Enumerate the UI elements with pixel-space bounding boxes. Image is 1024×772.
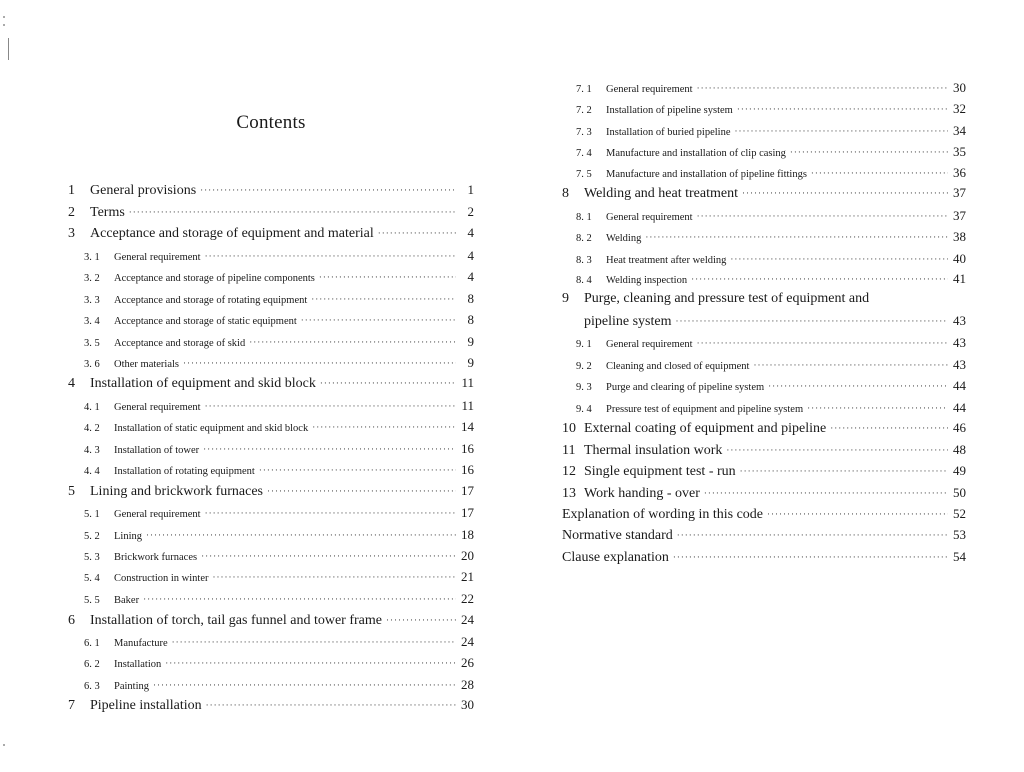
toc-entry-label: Thermal insulation work (584, 443, 723, 458)
toc-entry-page-number: 40 (953, 251, 966, 266)
toc-entry-label: Painting (114, 681, 150, 692)
dot-leader (146, 531, 456, 540)
toc-entry-page-number: 1 (467, 182, 474, 197)
toc-entry-label: pipeline system (584, 314, 672, 329)
dot-leader (183, 359, 456, 368)
dot-leader (742, 189, 948, 198)
dot-leader (676, 317, 949, 326)
toc-entry-label: Installation of rotating equipment (114, 466, 255, 477)
toc-entry-number: 8. 2 (576, 233, 592, 244)
dot-leader (697, 339, 948, 348)
toc-section-entry (562, 443, 966, 458)
toc-entry-page-number: 37 (953, 185, 966, 200)
dot-leader (201, 552, 456, 561)
toc-subsection-entry (84, 356, 474, 371)
toc-entry-number: 6 (68, 613, 75, 628)
toc-entry-label: General requirement (606, 212, 693, 223)
toc-subsection-entry (84, 292, 474, 307)
toc-entry-label: Acceptance and storage of pipeline components (114, 273, 315, 284)
dot-leader (206, 701, 456, 710)
toc-entry-number: 4. 1 (84, 402, 100, 413)
toc-subsection-entry (84, 399, 474, 414)
toc-entry-page-number: 4 (467, 269, 474, 284)
dot-leader (807, 404, 948, 413)
toc-entry-number: 13 (562, 486, 576, 501)
toc-entry-label: Pressure test of equipment and pipeline system (606, 404, 804, 415)
toc-subsection-entry (576, 209, 966, 224)
toc-subsection-entry (576, 145, 966, 160)
dot-leader (203, 445, 456, 454)
toc-section-entry (562, 528, 966, 543)
toc-subsection-entry (84, 678, 474, 693)
toc-entry-number: 5. 5 (84, 595, 100, 606)
dot-leader (129, 208, 456, 217)
toc-entry-label: Installation of equipment and skid block (90, 376, 316, 391)
toc-entry-label: Installation of buried pipeline (606, 127, 731, 138)
toc-entry-label: General requirement (606, 84, 693, 95)
toc-entry-page-number: 14 (461, 419, 474, 434)
toc-entry-label: Installation of torch, tail gas funnel and tower frame (90, 613, 382, 628)
dot-leader (143, 595, 456, 604)
toc-subsection-entry (576, 102, 966, 117)
toc-entry-page-number: 48 (953, 442, 966, 457)
toc-entry-label: Pipeline installation (90, 698, 202, 713)
toc-section-entry (562, 464, 966, 479)
toc-entry-page-number: 44 (953, 400, 966, 415)
toc-entry-label: General requirement (606, 339, 693, 350)
toc-entry-number: 9. 4 (576, 404, 592, 415)
toc-entry-page-number: 4 (467, 225, 474, 240)
toc-subsection-entry (84, 528, 474, 543)
toc-entry-page-number: 32 (953, 101, 966, 116)
toc-entry-number: 3 (68, 226, 75, 241)
toc-entry-number: 5. 3 (84, 552, 100, 563)
toc-entry-page-number: 37 (953, 208, 966, 223)
toc-section-entry (68, 484, 474, 499)
toc-subsection-entry (576, 230, 966, 245)
toc-entry-number: 6. 1 (84, 638, 100, 649)
toc-entry-label: Manufacture and installation of pipeline fittings (606, 169, 807, 180)
toc-subsection-entry (84, 635, 474, 650)
dot-leader (301, 316, 456, 325)
scan-dot (3, 24, 5, 26)
dot-leader (673, 553, 948, 562)
dot-leader (697, 84, 948, 93)
toc-entry-page-number: 53 (953, 527, 966, 542)
toc-entry-label: Installation of pipeline system (606, 105, 733, 116)
dot-leader (319, 273, 456, 282)
toc-entry-label: Welding inspection (606, 275, 688, 286)
toc-entry-number: 6. 2 (84, 659, 100, 670)
toc-entry-label: Single equipment test - run (584, 464, 736, 479)
dot-leader (311, 295, 456, 304)
toc-entry-label: General requirement (114, 252, 201, 263)
toc-entry-number: 8. 3 (576, 255, 592, 266)
dot-leader (267, 487, 456, 496)
toc-entry-number: 6. 3 (84, 681, 100, 692)
toc-subsection-entry (576, 358, 966, 373)
toc-entry-page-number: 24 (461, 612, 474, 627)
toc-entry-label: Work handing - over (584, 486, 700, 501)
toc-entry-page-number: 17 (461, 483, 474, 498)
toc-entry-page-number: 36 (953, 165, 966, 180)
toc-entry-number: 11 (562, 443, 576, 458)
dot-leader (811, 169, 948, 178)
dot-leader (737, 105, 948, 114)
toc-entry-number: 7. 1 (576, 84, 592, 95)
dot-leader (677, 531, 948, 540)
dot-leader (312, 423, 456, 432)
toc-entry-number: 7. 3 (576, 127, 592, 138)
toc-section-entry (562, 507, 966, 522)
toc-entry-page-number: 4 (467, 248, 474, 263)
toc-entry-label: Acceptance and storage of skid (114, 338, 246, 349)
dot-leader (172, 638, 456, 647)
toc-entry-label: Baker (114, 595, 140, 606)
dot-leader (378, 229, 456, 238)
dot-leader (205, 402, 456, 411)
toc-entry-number: 4. 3 (84, 445, 100, 456)
toc-section-entry (562, 186, 966, 201)
toc-entry-number: 9. 3 (576, 382, 592, 393)
toc-entry-page-number: 38 (953, 229, 966, 244)
toc-entry-label: Terms (90, 205, 125, 220)
scan-dot (3, 744, 5, 746)
toc-entry-page-number: 43 (953, 335, 966, 350)
toc-entry-number: 8 (562, 186, 569, 201)
toc-entry-label: Welding and heat treatment (584, 186, 738, 201)
dot-leader (645, 233, 948, 242)
toc-subsection-entry (576, 81, 966, 96)
toc-entry-number: 5. 2 (84, 531, 100, 542)
toc-entry-number: 7 (68, 698, 75, 713)
toc-entry-number: 10 (562, 421, 576, 436)
toc-entry-page-number: 16 (461, 462, 474, 477)
toc-entry-number: 2 (68, 205, 75, 220)
dot-leader (697, 212, 948, 221)
dot-leader (735, 127, 948, 136)
toc-entry-page-number: 30 (953, 80, 966, 95)
toc-entry-number: 3. 3 (84, 295, 100, 306)
toc-subsection-entry (84, 270, 474, 285)
toc-entry-number: 9. 1 (576, 339, 592, 350)
toc-entry-page-number: 35 (953, 144, 966, 159)
dot-leader (259, 466, 456, 475)
toc-subsection-entry (84, 592, 474, 607)
toc-subsection-entry (84, 335, 474, 350)
toc-subsection-entry (576, 401, 966, 416)
toc-entry-label: Clause explanation (562, 550, 669, 565)
toc-subsection-entry (576, 336, 966, 351)
toc-entry-label: General requirement (114, 509, 201, 520)
toc-section-entry (68, 205, 474, 220)
toc-entry-label: General provisions (90, 183, 197, 198)
dot-leader (740, 467, 948, 476)
dot-leader (200, 186, 456, 195)
toc-entry-label: Installation of tower (114, 445, 200, 456)
toc-entry-page-number: 9 (467, 355, 474, 370)
toc-entry-page-number: 34 (953, 123, 966, 138)
toc-entry-page-number: 43 (953, 357, 966, 372)
toc-entry-page-number: 21 (461, 569, 474, 584)
toc-entry-label: Cleaning and closed of equipment (606, 361, 750, 372)
toc-entry-label: Manufacture and installation of clip casing (606, 148, 786, 159)
dot-leader (767, 510, 948, 519)
toc-subsection-entry (84, 463, 474, 478)
toc-entry-page-number: 8 (467, 291, 474, 306)
toc-entry-page-number: 41 (953, 271, 966, 286)
toc-entry-page-number: 11 (461, 398, 474, 413)
dot-leader (768, 382, 948, 391)
scan-dot (3, 16, 5, 18)
toc-entry-page-number: 2 (467, 204, 474, 219)
toc-entry-number: 3. 1 (84, 252, 100, 263)
toc-subsection-entry (576, 379, 966, 394)
toc-entry-page-number: 54 (953, 549, 966, 564)
toc-entry-label: Acceptance and storage of rotating equipment (114, 295, 308, 306)
toc-entry-label: Brickwork furnaces (114, 552, 198, 563)
dot-leader (790, 148, 948, 157)
toc-entry-label: Welding (606, 233, 642, 244)
scan-edge-mark (8, 38, 9, 60)
toc-entry-page-number: 20 (461, 548, 474, 563)
toc-entry-page-number: 16 (461, 441, 474, 456)
toc-entry-label: Lining (114, 531, 142, 542)
toc-entry-label: Acceptance and storage of static equipment (114, 316, 297, 327)
dot-leader (691, 275, 948, 284)
toc-section-entry (562, 421, 966, 436)
toc-entry-page-number: 28 (461, 677, 474, 692)
toc-subsection-entry (84, 549, 474, 564)
toc-entry-label: Manufacture (114, 638, 168, 649)
toc-entry-page-number: 17 (461, 505, 474, 520)
toc-entry-page-number: 9 (467, 334, 474, 349)
toc-entry-label: General requirement (114, 402, 201, 413)
toc-section-entry (68, 698, 474, 713)
toc-entry-number: 9 (562, 291, 569, 306)
toc-entry-number: 5 (68, 484, 75, 499)
toc-entry-number: 8. 4 (576, 275, 592, 286)
toc-subsection-entry (84, 420, 474, 435)
contents-title: Contents (236, 112, 306, 133)
toc-entry-page-number: 49 (953, 463, 966, 478)
toc-section-entry (68, 226, 474, 241)
toc-entry-number: 4. 4 (84, 466, 100, 477)
toc-entry-number: 3. 4 (84, 316, 100, 327)
toc-entry-label: Acceptance and storage of equipment and material (90, 226, 374, 241)
toc-entry-page-number: 24 (461, 634, 474, 649)
toc-subsection-entry (84, 313, 474, 328)
toc-entry-label: Installation (114, 659, 162, 670)
toc-entry-label: Purge, cleaning and pressure test of equipment and (584, 291, 870, 306)
dot-leader (730, 255, 948, 264)
toc-entry-number: 4. 2 (84, 423, 100, 434)
toc-entry-number: 8. 1 (576, 212, 592, 223)
toc-entry-label: External coating of equipment and pipeline (584, 421, 827, 436)
toc-entry-number: 7. 5 (576, 169, 592, 180)
toc-entry-label: Lining and brickwork furnaces (90, 484, 263, 499)
toc-subsection-entry (84, 570, 474, 585)
toc-entry-number: 5. 4 (84, 573, 100, 584)
toc-subsection-entry (84, 656, 474, 671)
dot-leader (320, 379, 456, 388)
toc-entry-page-number: 30 (461, 697, 474, 712)
toc-entry-page-number: 52 (953, 506, 966, 521)
dot-leader (165, 659, 456, 668)
toc-subsection-entry (84, 506, 474, 521)
dot-leader (249, 338, 456, 347)
toc-section-entry (562, 292, 966, 306)
toc-entry-label: Other materials (114, 359, 180, 370)
toc-entry-page-number: 46 (953, 420, 966, 435)
toc-entry-number: 5. 1 (84, 509, 100, 520)
toc-entry-number: 3. 5 (84, 338, 100, 349)
dot-leader (205, 252, 456, 261)
toc-entry-page-number: 11 (461, 375, 474, 390)
toc-entry-page-number: 18 (461, 527, 474, 542)
toc-section-entry (68, 613, 474, 628)
dot-leader (386, 616, 456, 625)
toc-entry-page-number: 26 (461, 655, 474, 670)
toc-entry-label: Normative standard (562, 528, 673, 543)
toc-entry-number: 7. 4 (576, 148, 592, 159)
toc-section-entry (68, 183, 474, 198)
toc-entry-number: 3. 6 (84, 359, 100, 370)
toc-entry-number: 12 (562, 464, 576, 479)
toc-subsection-entry (576, 124, 966, 139)
dot-leader (726, 446, 948, 455)
toc-entry-number: 4 (68, 376, 75, 391)
dot-leader (753, 361, 948, 370)
toc-entry-label: Installation of static equipment and skid block (114, 423, 309, 434)
toc-entry-label: Purge and clearing of pipeline system (606, 382, 765, 393)
toc-subsection-entry (84, 249, 474, 264)
toc-entry-page-number: 8 (467, 312, 474, 327)
toc-entry-page-number: 50 (953, 485, 966, 500)
toc-entry-number: 3. 2 (84, 273, 100, 284)
dot-leader (213, 573, 457, 582)
toc-subsection-entry (576, 272, 966, 287)
toc-section-entry (562, 486, 966, 501)
toc-entry-label: Explanation of wording in this code (562, 507, 764, 522)
toc-entry-page-number: 44 (953, 378, 966, 393)
toc-section-entry (562, 314, 966, 329)
toc-subsection-entry (84, 442, 474, 457)
toc-subsection-entry (576, 252, 966, 267)
toc-section-entry (68, 376, 474, 391)
toc-entry-number: 1 (68, 183, 75, 198)
toc-entry-label: Construction in winter (114, 573, 209, 584)
toc-entry-number: 9. 2 (576, 361, 592, 372)
toc-entry-number: 7. 2 (576, 105, 592, 116)
toc-section-entry (562, 550, 966, 565)
toc-subsection-entry (576, 166, 966, 181)
dot-leader (830, 424, 948, 433)
dot-leader (704, 489, 948, 498)
toc-entry-label: Heat treatment after welding (606, 255, 727, 266)
dot-leader (153, 681, 456, 690)
toc-entry-page-number: 43 (953, 313, 966, 328)
dot-leader (205, 509, 456, 518)
toc-entry-page-number: 22 (461, 591, 474, 606)
